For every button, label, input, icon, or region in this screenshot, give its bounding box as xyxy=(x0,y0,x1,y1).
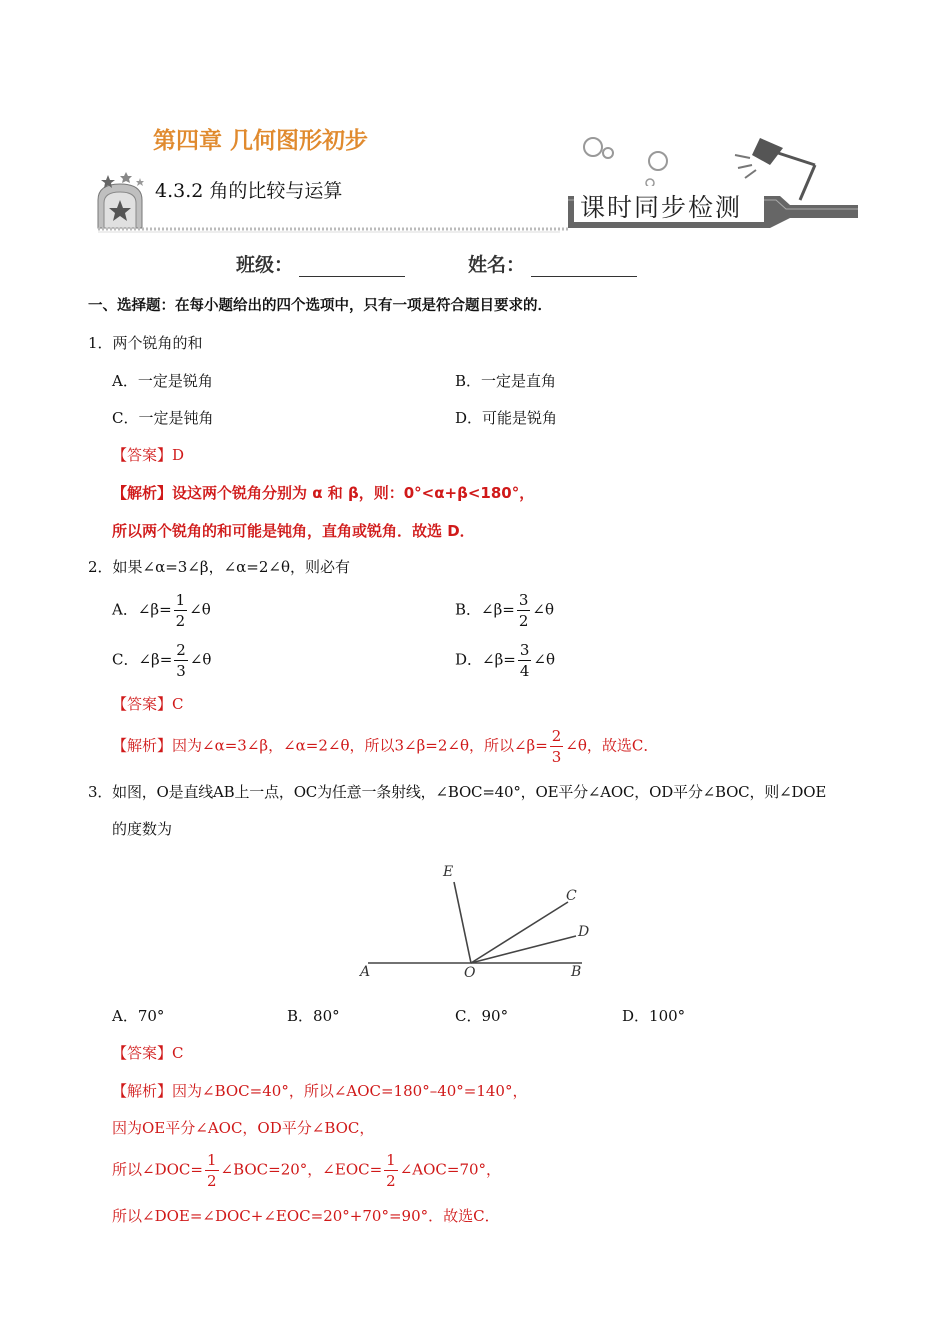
fraction xyxy=(517,590,531,631)
analysis-label: 【解析】 xyxy=(112,484,173,502)
q2-option-c xyxy=(112,640,211,681)
analysis-text: ∠AOC=70°， xyxy=(399,1160,502,1179)
class-label: 班级： xyxy=(236,254,294,276)
q2-analysis xyxy=(112,726,658,767)
q1-option-d: D．可能是锐角 xyxy=(455,409,558,427)
section-title: 4.3.2 角的比较与运算 xyxy=(155,180,343,202)
q3-option-b: B．80° xyxy=(287,1007,340,1025)
name-blank xyxy=(531,256,637,277)
q2-stem: 2．如果∠α=3∠β，∠α=2∠θ，则必有 xyxy=(88,558,351,576)
q2-option-d xyxy=(455,640,555,681)
q1-answer xyxy=(112,445,184,465)
label-d: D xyxy=(578,924,590,940)
denominator: 2 xyxy=(518,612,529,630)
fraction xyxy=(518,640,532,681)
numerator: 1 xyxy=(386,1151,396,1169)
analysis-text: 因为∠α=3∠β，∠α=2∠θ，所以3∠β=2∠θ，所以∠β= xyxy=(172,736,548,755)
denominator: 2 xyxy=(206,1172,217,1190)
q3-answer xyxy=(112,1043,184,1063)
analysis-text: ∠θ，故选C． xyxy=(565,736,659,755)
q3-analysis-line2: 因为OE平分∠AOC，OD平分∠BOC， xyxy=(112,1119,375,1137)
label-b: B xyxy=(571,964,582,980)
q3-option-d: D．100° xyxy=(622,1007,686,1025)
q2-option-a xyxy=(112,590,211,631)
label-a: A xyxy=(360,964,371,980)
q3-analysis-line3 xyxy=(112,1150,501,1191)
answer-label: 【答案】 xyxy=(112,695,173,713)
option-suffix: ∠θ xyxy=(189,650,212,669)
q2-answer xyxy=(112,694,184,714)
analysis-text: ∠BOC=20°，∠EOC= xyxy=(220,1160,383,1179)
q3-stem-line2: 的度数为 xyxy=(112,820,173,838)
fraction xyxy=(174,640,188,681)
numerator: 3 xyxy=(519,641,530,659)
q3-option-a: A．70° xyxy=(112,1007,165,1025)
name-label: 姓名： xyxy=(468,254,526,276)
label-o: O xyxy=(464,965,476,981)
numerator: 2 xyxy=(551,727,562,745)
q3-analysis-line1 xyxy=(112,1081,527,1101)
q3-analysis-line4: 所以∠DOE=∠DOC+∠EOC=20°+70°=90°．故选C． xyxy=(112,1207,500,1225)
answer-value: D xyxy=(172,446,185,464)
q3-figure xyxy=(350,855,610,985)
option-prefix: B．∠β= xyxy=(455,600,515,619)
banner-graphics xyxy=(0,0,950,240)
option-prefix: D．∠β= xyxy=(455,650,516,669)
denominator: 3 xyxy=(551,748,562,766)
q1-option-c: C．一定是钝角 xyxy=(112,409,214,427)
analysis-text: 因为∠BOC=40°，所以∠AOC=180°–40°=140°， xyxy=(172,1082,528,1100)
numerator: 1 xyxy=(175,591,186,609)
denominator: 4 xyxy=(519,662,530,680)
option-suffix: ∠θ xyxy=(532,600,554,619)
answer-label: 【答案】 xyxy=(112,1044,173,1062)
class-blank xyxy=(299,256,405,277)
q1-stem: 1．两个锐角的和 xyxy=(88,334,203,352)
option-prefix: A．∠β= xyxy=(112,600,172,619)
answer-value: C xyxy=(172,695,184,713)
brand-text: 课时同步检测 xyxy=(580,193,743,222)
fraction xyxy=(384,1150,398,1191)
bubbles-decoration xyxy=(584,138,667,187)
fraction xyxy=(174,590,188,631)
analysis-label: 【解析】 xyxy=(112,736,173,755)
denominator: 2 xyxy=(386,1172,396,1190)
analysis-text: 所以∠DOC= xyxy=(112,1160,203,1179)
q3-stem-line1: 3．如图，O是直线AB上一点，OC为任意一条射线，∠BOC=40°，OE平分∠AOC，OD平分∠BOC，则∠DOE xyxy=(88,783,827,801)
ray-od xyxy=(471,936,576,963)
q3-option-c: C．90° xyxy=(455,1007,509,1025)
numerator: 3 xyxy=(518,591,529,609)
numerator: 1 xyxy=(206,1151,217,1169)
star-badge-icon xyxy=(98,172,144,228)
q1-option-b: B．一定是直角 xyxy=(455,372,557,390)
analysis-label: 【解析】 xyxy=(112,1082,173,1100)
answer-value: C xyxy=(172,1044,184,1062)
q1-analysis-line2: 所以两个锐角的和可能是钝角，直角或锐角．故选 D． xyxy=(112,522,475,540)
label-e: E xyxy=(443,864,454,880)
class-field xyxy=(236,250,405,277)
label-c: C xyxy=(566,888,577,904)
numerator: 2 xyxy=(176,641,186,659)
q1-option-a: A．一定是锐角 xyxy=(112,372,213,390)
header-banner xyxy=(0,0,950,240)
analysis-text: 设这两个锐角分别为 α 和 β，则：0°<α+β<180°， xyxy=(172,484,535,502)
option-suffix: ∠θ xyxy=(189,600,211,619)
section-intro: 一、选择题：在每小题给出的四个选项中，只有一项是符合题目要求的． xyxy=(88,298,552,314)
denominator: 2 xyxy=(175,612,186,630)
ray-oe xyxy=(454,882,471,963)
answer-label: 【答案】 xyxy=(112,446,173,464)
option-prefix: C．∠β= xyxy=(112,650,173,669)
chapter-title: 第四章 几何图形初步 xyxy=(153,128,369,154)
q2-option-b xyxy=(455,590,554,631)
fraction xyxy=(550,726,564,767)
fraction xyxy=(205,1150,219,1191)
name-field xyxy=(468,250,637,277)
option-suffix: ∠θ xyxy=(533,650,555,669)
denominator: 3 xyxy=(176,662,186,680)
ray-oc xyxy=(471,902,568,963)
q1-analysis-line1 xyxy=(112,483,534,503)
